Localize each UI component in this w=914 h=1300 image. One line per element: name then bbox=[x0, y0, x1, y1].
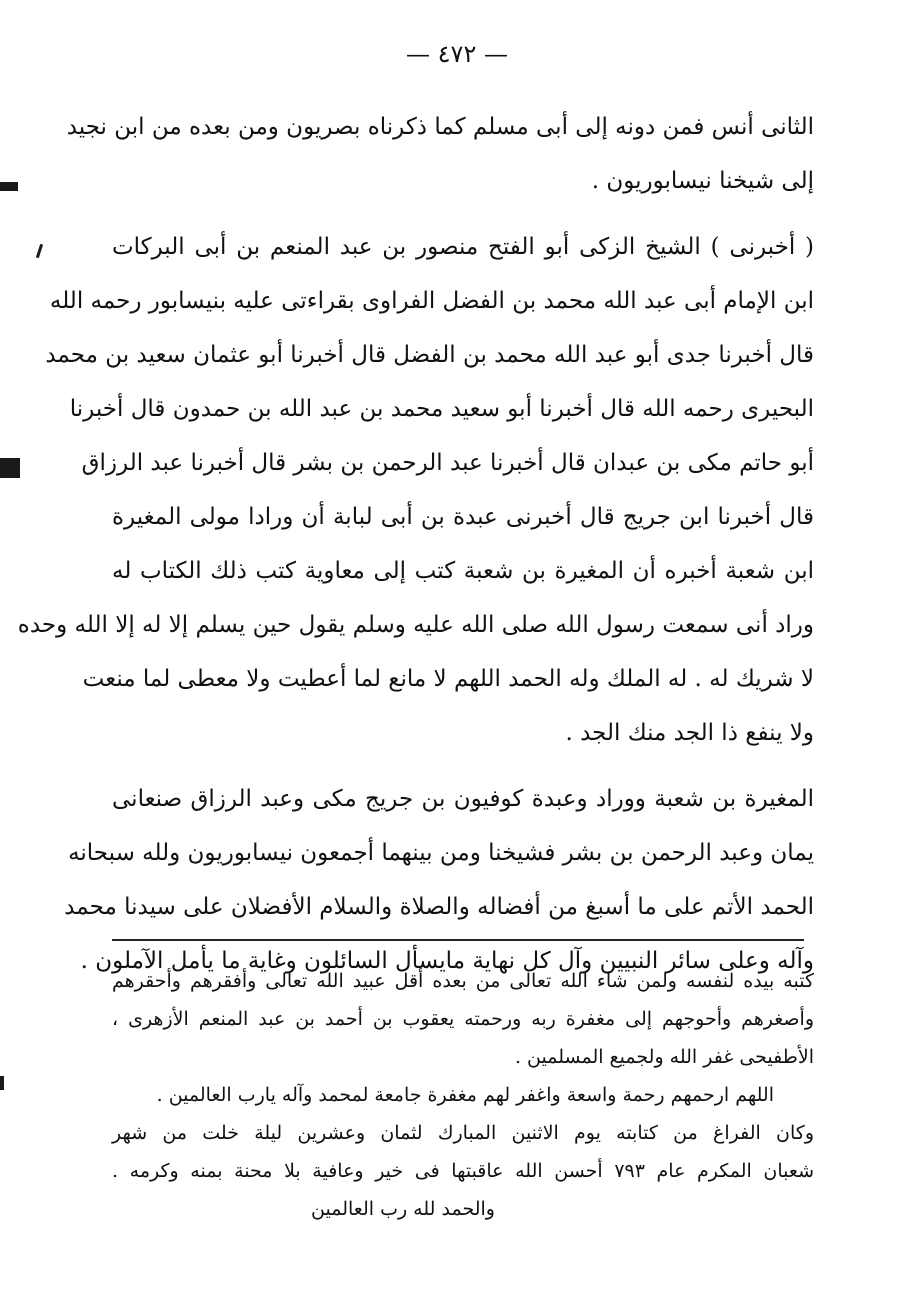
colophon-line: والحمد لله رب العالمين bbox=[311, 1198, 495, 1220]
text-line: ولا ينفع ذا الجد منك الجد . bbox=[565, 720, 814, 746]
paragraph-3 bbox=[64, 772, 814, 988]
colophon-line: كتبه بيده لنفسه ولمن شاء الله تعالى من بعده أقل عبيد الله تعالى وأفقرهم وأحقرهم bbox=[112, 970, 814, 992]
section-divider bbox=[112, 939, 804, 941]
text-line: البحيرى رحمه الله قال أخبرنا أبو سعيد محمد بن عبد الله بن حمدون قال أخبرنا bbox=[69, 396, 814, 422]
text-line: يمان وعبد الرحمن بن بشر فشيخنا ومن بينهما أجمعون نيسابوريون ولله سبحانه bbox=[68, 840, 814, 866]
text-line: الحمد الأتم على ما أسبغ من أفضاله والصلاة والسلام الأفضلان على سيدنا محمد bbox=[64, 894, 814, 920]
text-line: ابن شعبة أخبره أن المغيرة بن شعبة كتب إلى معاوية كتب ذلك الكتاب له bbox=[112, 558, 814, 584]
text-line: المغيرة بن شعبة ووراد وعبدة كوفيون بن جريج مكى وعبد الرزاق صنعانى bbox=[112, 786, 814, 812]
text-line: إلى شيخنا نيسابوريون . bbox=[591, 168, 814, 194]
text-line: وراد أنى سمعت رسول الله صلى الله عليه وسلم يقول حين يسلم إلا له إلا الله وحده bbox=[17, 612, 814, 638]
text-line: الثانى أنس فمن دونه إلى أبى مسلم كما ذكرناه بصريون ومن بعده من ابن نجيد bbox=[66, 114, 814, 140]
margin-ink-mark bbox=[0, 458, 20, 478]
margin-ink-mark bbox=[0, 1076, 4, 1090]
text-line: قال أخبرنا ابن جريج قال أخبرنى عبدة بن أبى لبابة أن ورادا مولى المغيرة bbox=[112, 504, 814, 530]
margin-ink-mark bbox=[0, 182, 18, 191]
colophon-line: وأصغرهم وأحوجهم إلى مغفرة ربه ورحمته يعقوب بن أحمد بن عبد المنعم الأزهرى ، bbox=[112, 1008, 814, 1030]
text-line: أبو حاتم مكى بن عبدان قال أخبرنا عبد الرحمن بن بشر قال أخبرنا عبد الرزاق bbox=[81, 450, 814, 476]
colophon-line: شعبان المكرم عام ٧٩٣ أحسن الله عاقبتها فى خير وعافية بلا محنة بمنه وكرمه . bbox=[112, 1160, 814, 1182]
page-number: — ٤٧٢ — bbox=[406, 40, 508, 68]
colophon-line: الأطفيحى غفر الله ولجميع المسلمين . bbox=[514, 1046, 814, 1068]
text-line: لا شريك له . له الملك وله الحمد اللهم لا مانع لما أعطيت ولا معطى لما منعت bbox=[82, 666, 814, 692]
text-line: وآله وعلى سائر النبيين وآل كل نهاية مايسأل السائلون وغاية ما يأمل الآملون . bbox=[80, 948, 814, 974]
text-line: قال أخبرنا جدى أبو عبد الله محمد بن الفضل قال أخبرنا أبو عثمان سعيد بن محمد bbox=[45, 342, 814, 368]
main-text bbox=[17, 100, 814, 988]
text-line: ( أخبرنى ) الشيخ الزكى أبو الفتح منصور بن عبد المنعم بن أبى البركات bbox=[112, 234, 814, 260]
colophon bbox=[112, 962, 814, 1228]
paragraph-2 bbox=[17, 220, 814, 760]
colophon-line: وكان الفراغ من كتابته يوم الاثنين المبارك لثمان وعشرين ليلة خلت من شهر bbox=[112, 1122, 814, 1144]
paragraph-1 bbox=[66, 100, 814, 208]
text-line: ابن الإمام أبى عبد الله محمد بن الفضل الفراوى بقراءتى عليه بنيسابور رحمه الله bbox=[49, 288, 814, 314]
margin-ink-mark bbox=[36, 244, 43, 258]
colophon-line: اللهم ارحمهم رحمة واسعة واغفر لهم مغفرة جامعة لمحمد وآله يارب العالمين . bbox=[156, 1084, 774, 1106]
